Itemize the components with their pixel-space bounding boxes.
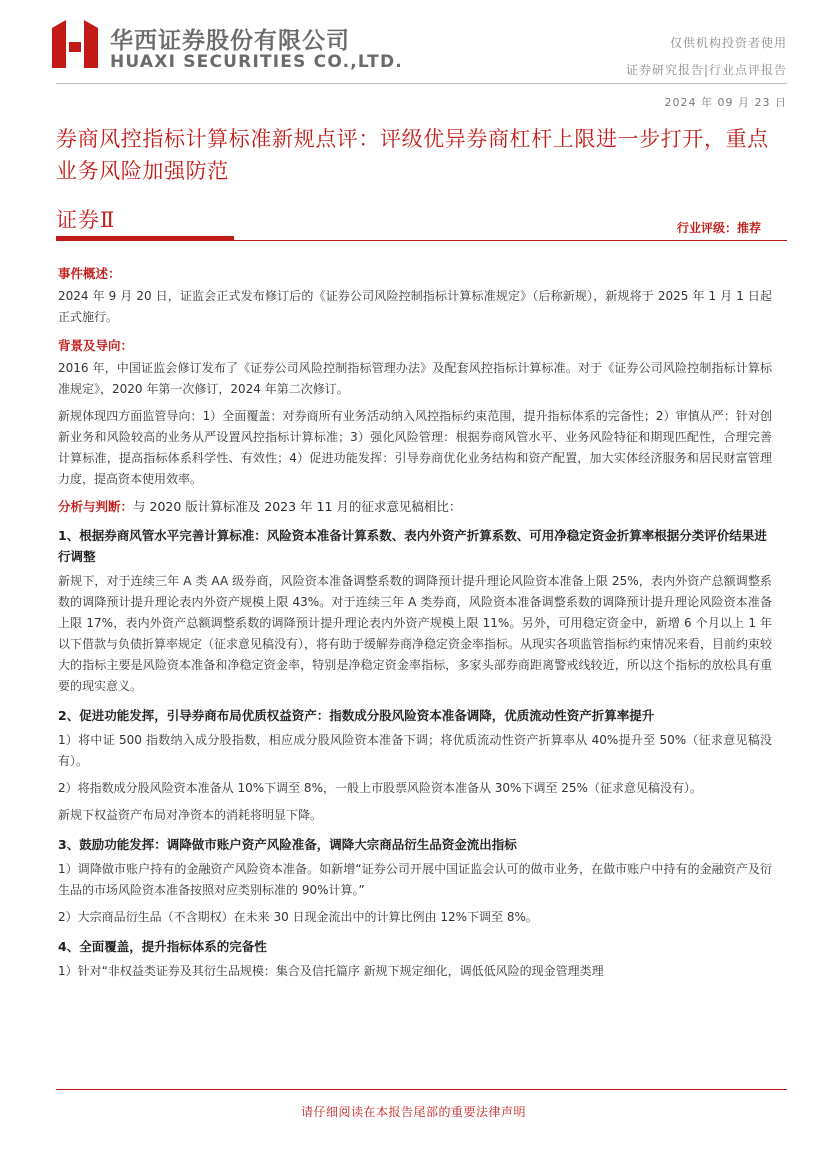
report-type: 证券研究报告|行业点评报告: [625, 63, 787, 77]
legal-notice: 请仔细阅读在本报告尾部的重要法律声明: [300, 1105, 526, 1119]
section-label-background: 背景及导向：: [58, 338, 134, 353]
paragraph-background-1: 2016 年，中国证监会修订发布了《证券公司风险控制指标管理办法》及配套风控指标计算标准。对于《证券公司风险控制指标计算标准规定》，2020 年第一次修订，2024 年第二次修订。: [58, 361, 772, 396]
footer-divider: [56, 1089, 787, 1090]
subheading-2: 2、促进功能发挥，引导券商布局优质权益资产：指数成分股风险资本准备调降，优质流动性资产折算率提升: [58, 708, 655, 723]
paragraph-background-2: 新规体现四方面监管导向：1）全面覆盖：对券商所有业务活动纳入风控指标约束范围，提升指标体系的完备性；2）审慎从严：针对创新业务和风险较高的业务从严设置风控指标计算标准；3）强化风险管理：根据券商风管水平、业务风险特征和期现匹配性，合理完善计算标准，提高指标体系科学性、有效性；4）促进功能发挥：引导券商优化业务结构和资产配置，加大实体经济服务和居民财富管理力度，提高资本使用效率。: [58, 409, 772, 486]
subheading-3: 3、鼓励功能发挥：调降做市账户资产风险准备，调降大宗商品衍生品资金流出指标: [58, 837, 517, 852]
subheading-1: 1、根据券商风管水平完善计算标准：风险资本准备计算系数、表内外资产折算系数、可用净稳定资金折算率根据分类评价结果进行调整: [58, 528, 767, 564]
company-name-en: HUAXI SECURITIES CO.,LTD.: [110, 52, 403, 72]
subheading-4: 4、全面覆盖，提升指标体系的完备性: [58, 939, 267, 954]
report-body: [58, 256, 772, 988]
analysis-intro: 与 2020 版计算标准及 2023 年 11 月的征求意见稿相比：: [133, 499, 462, 514]
company-logo-icon: [52, 20, 98, 68]
company-name-cn: 华西证券股份有限公司: [110, 28, 350, 54]
section-label-analysis: 分析与判断：: [58, 499, 134, 514]
paragraph-1: 新规下，对于连续三年 A 类 AA 级券商，风险资本准备调整系数的调降预计提升理论风险资本准备上限 25%，表内外资产总额调整系数的调降预计提升理论表内外资产规模上限 43%。对于连续三年 A 类券商，风险资本准备调整系数的调降预计提升理论风险资本准备上限 17%，表内外资产总额调整系数的调降预计提升理论表内外资产规模上限 11%。另外，可用稳定资金中，新增 6 个月以上 1 年以下借款与负债折算率规定（征求意见稿没有），将有助于缓解券商净稳定资金率指标。从现实各项监管指标约束情况来看，目前约束较大的指标主要是风险资本准备和净稳定资金率，特别是净稳定资金率指标，多家头部券商距离警戒线较近，所以这个指标的放松具有重要的现实意义。: [58, 574, 773, 693]
report-title: 券商风控指标计算标准新规点评：评级优异券商杠杆上限进一步打开，重点业务风险加强防范: [56, 127, 769, 183]
paragraph-4a: 1）针对“非权益类证券及其衍生品规模：集合及信托篇序 新规下规定细化，调低低风险的现金管理类理: [58, 964, 604, 978]
paragraph-3a: 1）调降做市账户持有的金融资产风险资本准备。如新增“证券公司开展中国证监会认可的做市业务，在做市账户中持有的金融资产及衍生品的市场风险资本准备按照对应类别标准的 90%计算。”: [58, 862, 772, 897]
section-label-event: 事件概述：: [58, 266, 121, 281]
report-date: 2024 年 09 月 23 日: [664, 96, 787, 109]
industry-rating: 行业评级：推荐: [676, 221, 761, 235]
sector-divider: [56, 240, 787, 241]
paragraph-2a: 1）将中证 500 指数纳入成分股指数，相应成分股风险资本准备下调；将优质流动性资产折算率从 40%提升至 50%（征求意见稿没有）。: [58, 733, 772, 768]
header-divider: [56, 83, 787, 84]
section-analysis: [58, 496, 772, 517]
paragraph-event: 2024 年 9 月 20 日，证监会正式发布修订后的《证券公司风险控制指标计算标准规定》（后称新规），新规将于 2025 年 1 月 1 日起正式施行。: [58, 289, 772, 324]
sector-name: 证券Ⅱ: [56, 208, 116, 232]
paragraph-3b: 2）大宗商品衍生品（不含期权）在未来 30 日现金流出中的计算比例由 12%下调至 8%。: [58, 910, 538, 924]
paragraph-2b: 2）将指数成分股风险资本准备从 10%下调至 8%，一般上市股票风险资本准备从 30%下调至 25%（征求意见稿没有）。: [58, 781, 702, 795]
audience-note: 仅供机构投资者使用: [669, 36, 787, 50]
paragraph-2c: 新规下权益资产布局对净资本的消耗将明显下降。: [58, 808, 323, 822]
